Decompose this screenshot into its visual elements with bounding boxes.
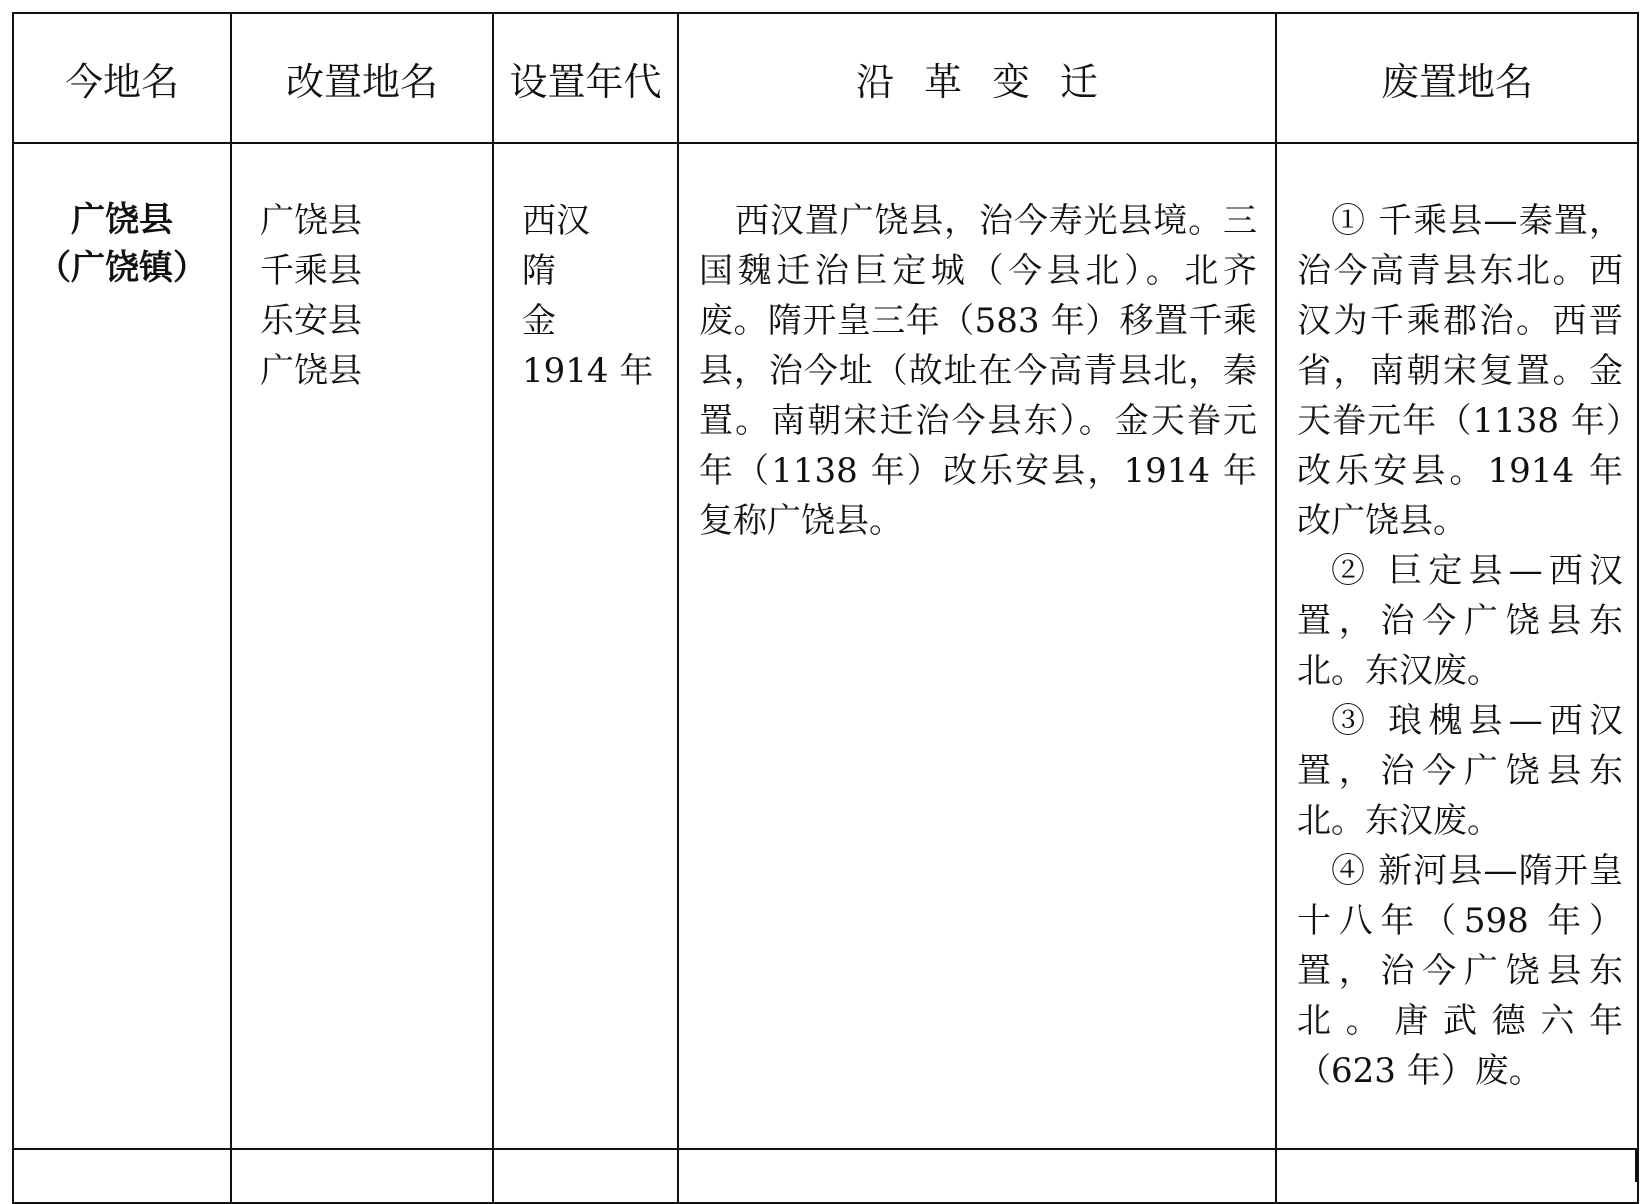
now-name-sub: （广饶镇） (37, 248, 207, 288)
header-renamed-name: 改置地名 (231, 13, 493, 143)
era-entry: 1914 年 (522, 351, 654, 391)
next-row-stub (12, 1148, 1637, 1182)
header-abolished-name: 废置地名 (1276, 13, 1638, 143)
cell-renamed-names (231, 143, 493, 1203)
era-entry: 隋 (522, 251, 556, 291)
abolished-entry: ① 千乘县—秦置，治今高青县东北。西汉为千乘郡治。西晋省，南朝宋复置。金天眷元年（1138 年）改乐安县。1914 年改广饶县。 (1297, 201, 1623, 541)
era-entry: 金 (522, 301, 556, 341)
header-history: 沿革变迁 (678, 13, 1276, 143)
stub-divider (1635, 1150, 1637, 1182)
renamed-name: 广饶县 (260, 201, 362, 241)
renamed-name: 广饶县 (260, 351, 362, 391)
history-table (12, 12, 1639, 1204)
stub-divider (492, 1150, 494, 1182)
stub-divider (677, 1150, 679, 1182)
header-era: 设置年代 (493, 13, 678, 143)
stub-divider (1275, 1150, 1277, 1182)
stub-divider (12, 1150, 14, 1182)
abolished-entry: ③ 琅槐县—西汉置，治今广饶县东北。东汉废。 (1297, 701, 1623, 841)
header-row (13, 13, 1638, 143)
cell-abolished (1276, 143, 1638, 1203)
table-row (13, 143, 1638, 1203)
now-name: 广饶县 (71, 200, 173, 240)
header-now-name: 今地名 (13, 13, 231, 143)
cell-now-name (13, 143, 231, 1203)
renamed-name: 千乘县 (260, 251, 362, 291)
abolished-entry: ④ 新河县—隋开皇十八年（598 年）置，治今广饶县东北。唐武德六年（623 年）废。 (1297, 851, 1623, 1091)
cell-history: 西汉置广饶县，治今寿光县境。三国魏迁治巨定城（今县北）。北齐废。隋开皇三年（583 年）移置千乘县，治今址（故址在今高青县北，秦置。南朝宋迁治今县东）。金天眷元年（1138 年）改乐安县，1914 年复称广饶县。 (678, 143, 1276, 1203)
stub-divider (230, 1150, 232, 1182)
abolished-entry: ② 巨定县—西汉置，治今广饶县东北。东汉废。 (1297, 551, 1623, 691)
cell-eras (493, 143, 678, 1203)
renamed-name: 乐安县 (260, 301, 362, 341)
era-entry: 西汉 (522, 201, 590, 241)
